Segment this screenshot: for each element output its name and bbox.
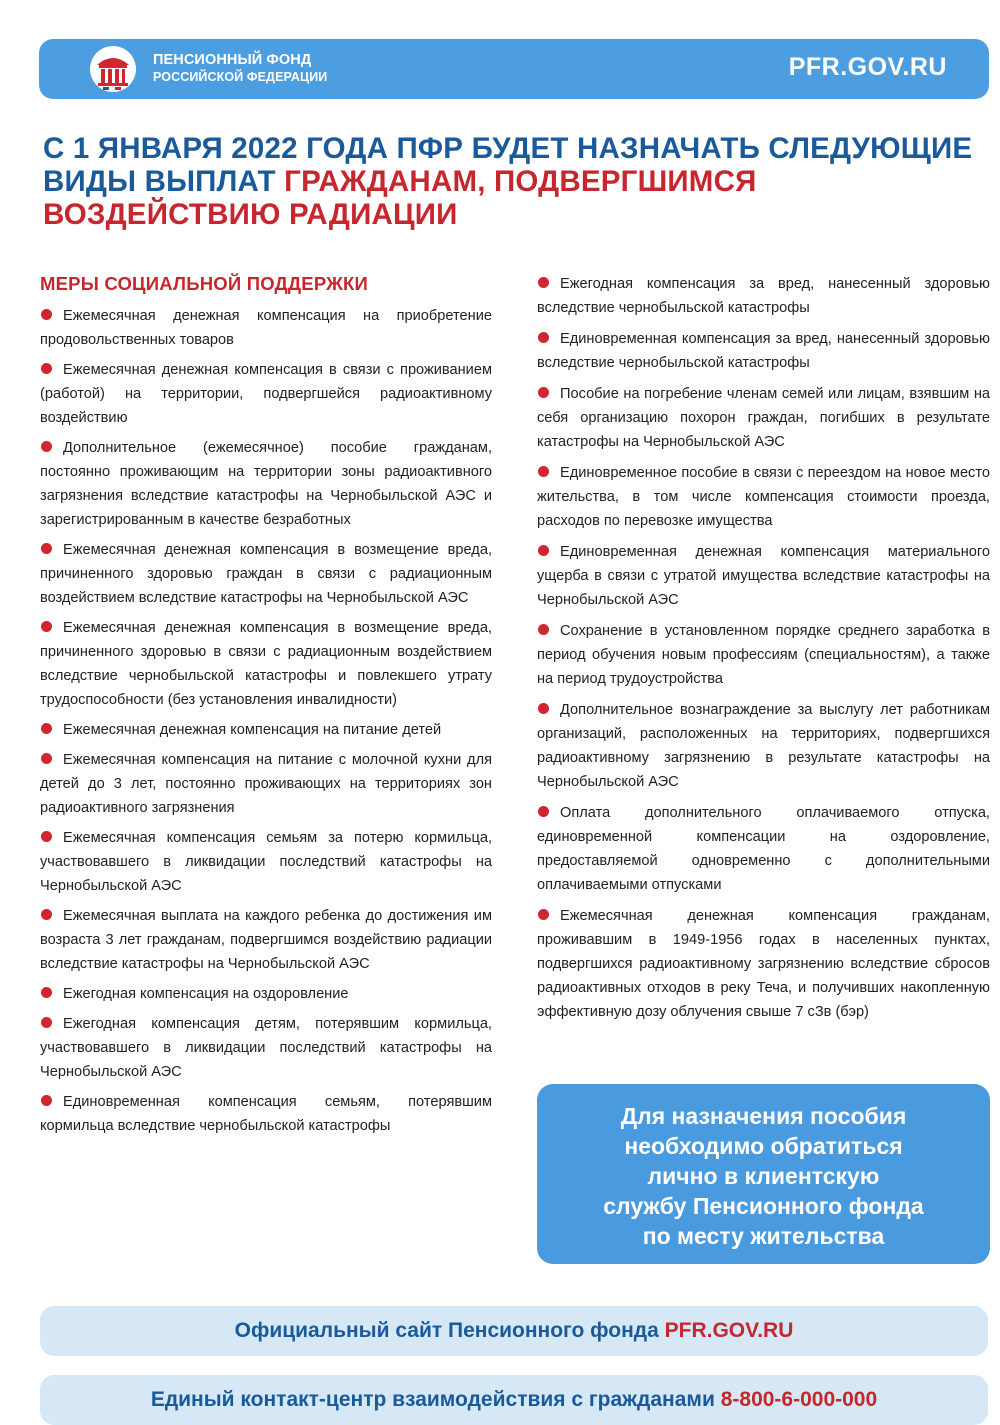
list-item-text: Единовременная компенсация семьям, потерявшим кормильца вследствие чернобыльской катастрофы (40, 1094, 492, 1134)
list-item (537, 698, 990, 794)
org-name-line2: РОССИЙСКОЙ ФЕДЕРАЦИИ (153, 70, 328, 84)
list-item-text: Сохранение в установленном порядке среднего заработка в период обучения новым профессиям (специальностям), а также на период трудоустройства (537, 623, 990, 687)
list-item-text: Единовременная денежная компенсация материального ущерба в связи с утратой имущества вследствие катастрофы на Чернобыльской АЭС (537, 544, 990, 608)
list-item (537, 272, 990, 320)
list-item-text: Ежегодная компенсация на оздоровление (63, 986, 349, 1002)
header-bar (39, 39, 989, 99)
list-item (40, 718, 492, 742)
bullet-icon (41, 543, 52, 554)
list-item (537, 801, 990, 897)
info-line: необходимо обратиться (624, 1133, 903, 1159)
bullet-icon (41, 909, 52, 920)
list-item-text: Дополнительное вознаграждение за выслугу лет работникам организаций, расположенных на территориях, подвергшихся радиоактивному загрязнению в результате катастрофы на Чернобыльской АЭС (537, 702, 990, 790)
bullet-icon (41, 363, 52, 374)
info-line: по месту жительства (642, 1223, 885, 1249)
org-name (153, 52, 327, 86)
list-item (40, 304, 492, 352)
contact-phone-link[interactable]: 8-800-6-000-000 (720, 1388, 878, 1411)
bullet-icon (41, 1095, 52, 1106)
info-line: лично в клиентскую (647, 1163, 880, 1189)
list-item (40, 748, 492, 820)
list-item (40, 616, 492, 712)
page-title (43, 132, 993, 231)
list-item-text: Ежемесячная компенсация на питание с молочной кухни для детей до 3 лет, постоянно проживающих на территориях зон радиоактивного загрязнения (40, 752, 492, 816)
list-item-text: Ежемесячная компенсация семьям за потерю кормильца, участвовавшего в ликвидации последствий катастрофы на Чернобыльской АЭС (40, 830, 492, 894)
list-item-text: Оплата дополнительного оплачиваемого отпуска, единовременной компенсации на оздоровление, предоставляемой одновременно с дополнительными оплачиваемыми отпусками (537, 805, 990, 893)
info-line: службу Пенсионного фонда (603, 1193, 924, 1219)
bullet-icon (41, 723, 52, 734)
list-item-text: Ежемесячная денежная компенсация на питание детей (63, 722, 442, 738)
header-site-link[interactable]: PFR.GOV.RU (788, 53, 947, 81)
list-item (537, 619, 990, 691)
list-item-text: Единовременное пособие в связи с переездом на новое место жительства, в том числе компенсация стоимости проезда, расходов по перевозке имущества (537, 465, 990, 529)
list-item-text: Ежемесячная денежная компенсация в возмещение вреда, причиненного здоровью граждан в связи с радиационным воздействием вследствие катастрофы на Чернобыльской АЭС (40, 542, 492, 606)
bullet-icon (538, 387, 549, 398)
right-column (537, 272, 990, 1031)
list-item-text: Ежегодная компенсация детям, потерявшим кормильца, участвовавшего в ликвидации последствий катастрофы на Чернобыльской АЭС (40, 1016, 492, 1080)
list-item-text: Ежемесячная денежная компенсация гражданам, проживавшим в 1949-1956 годах в населенных пунктах, подвергшихся радиоактивному загрязнению вследствие сбросов радиоактивных отходов в реку Теча, и получивших накопленную эффективную дозу облучения свыше 7 сЗв (бэр) (537, 908, 990, 1020)
info-line: Для назначения пособия (620, 1103, 907, 1129)
list-item (40, 1012, 492, 1084)
list-item (40, 436, 492, 532)
bullet-icon (538, 545, 549, 556)
bullet-icon (538, 806, 549, 817)
bullet-icon (538, 703, 549, 714)
list-item (537, 904, 990, 1024)
list-item (40, 538, 492, 610)
pfr-building-logo-icon (89, 45, 137, 93)
left-column (40, 272, 492, 1144)
title-date: С 1 ЯНВАРЯ 2022 ГОДА (43, 132, 389, 165)
list-item (537, 461, 990, 533)
title-highlight: ГРАЖДАНАМ, ПОДВЕРГШИМСЯ ВОЗДЕЙСТВИЮ РАДИАЦИИ (43, 165, 757, 231)
section-title: МЕРЫ СОЦИАЛЬНОЙ ПОДДЕРЖКИ (40, 273, 369, 294)
list-item (40, 358, 492, 430)
org-name-line1: ПЕНСИОННЫЙ ФОНД (153, 52, 312, 68)
contact-center-bar (40, 1375, 988, 1425)
list-item (40, 826, 492, 898)
left-measures-list (40, 304, 492, 1138)
bullet-icon (41, 309, 52, 320)
bullet-icon (41, 621, 52, 632)
list-item-text: Ежемесячная выплата на каждого ребенка до достижения им возраста 3 лет гражданам, подвергшимся воздействию радиации вследствие катастрофы на Чернобыльской АЭС (40, 908, 492, 972)
list-item-text: Ежемесячная денежная компенсация в связи с проживанием (работой) на территории, подвергшейся радиоактивному воздействию (40, 362, 492, 426)
bullet-icon (41, 831, 52, 842)
bullet-icon (538, 466, 549, 477)
bullet-icon (41, 753, 52, 764)
list-item-text: Ежемесячная денежная компенсация в возмещение вреда, причиненного здоровью в связи с радиационным воздействием вследствие чернобыльской катастрофы и повлекшего утрату трудоспособности (без установления инвалидности) (40, 620, 492, 708)
bullet-icon (538, 332, 549, 343)
title-middle: ПФР БУДЕТ НАЗНАЧАТЬ СЛЕДУЮЩИЕ ВИДЫ ВЫПЛАТ (43, 132, 973, 198)
list-item (40, 982, 492, 1006)
bullet-icon (41, 1017, 52, 1028)
official-site-label: Официальный сайт Пенсионного фонда (234, 1319, 665, 1342)
list-item-text: Ежегодная компенсация за вред, нанесенный здоровью вследствие чернобыльской катастрофы (537, 276, 990, 316)
right-measures-list (537, 272, 990, 1024)
info-box (537, 1084, 990, 1264)
list-item-text: Единовременная компенсация за вред, нанесенный здоровью вследствие чернобыльской катастрофы (537, 331, 990, 371)
list-item-text: Пособие на погребение членам семей или лицам, взявшим на себя организацию похорон граждан, погибших в результате катастрофы на Чернобыльской АЭС (537, 386, 990, 450)
bullet-icon (41, 987, 52, 998)
list-item-text: Дополнительное (ежемесячное) пособие гражданам, постоянно проживающим на территории зоны радиоактивного загрязнения вследствие катастрофы на Чернобыльской АЭС и зарегистрированным в качестве безработных (40, 440, 492, 528)
contact-center-label: Единый контакт-центр взаимодействия с гражданами (150, 1388, 721, 1411)
bullet-icon (538, 277, 549, 288)
list-item (537, 382, 990, 454)
bullet-icon (538, 624, 549, 635)
list-item-text: Ежемесячная денежная компенсация на приобретение продовольственных товаров (40, 308, 492, 348)
list-item (40, 904, 492, 976)
list-item (40, 1090, 492, 1138)
list-item (537, 327, 990, 375)
official-site-link[interactable]: PFR.GOV.RU (664, 1319, 794, 1342)
official-site-bar (40, 1306, 988, 1356)
bullet-icon (41, 441, 52, 452)
bullet-icon (538, 909, 549, 920)
list-item (537, 540, 990, 612)
